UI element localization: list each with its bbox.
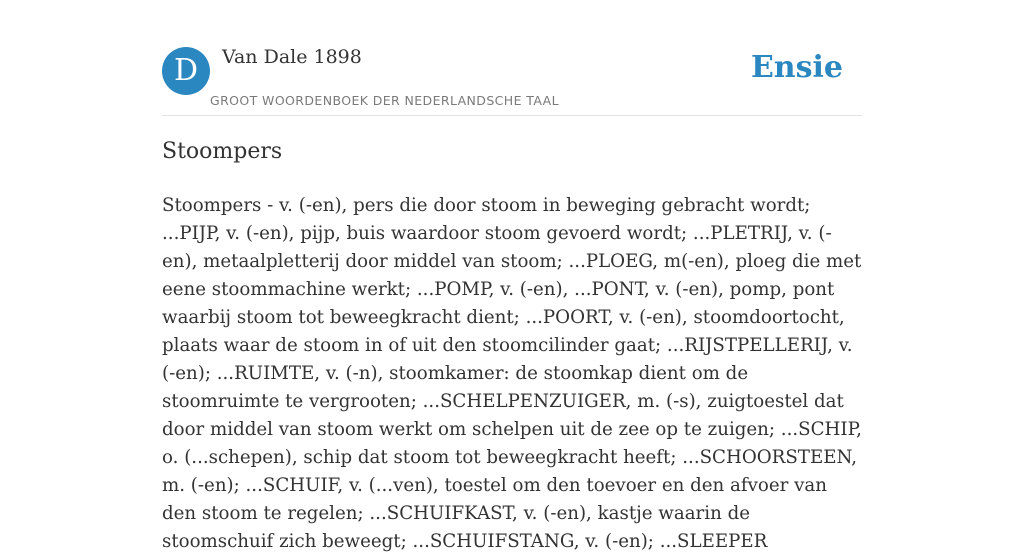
header xyxy=(162,0,862,116)
source-title[interactable]: Van Dale 1898 xyxy=(222,46,362,68)
entry-title: Stoompers xyxy=(162,139,283,164)
ensie-logo[interactable]: Ensie xyxy=(750,50,843,85)
page xyxy=(162,0,862,552)
source-avatar[interactable]: D xyxy=(162,47,210,95)
source-subtitle: GROOT WOORDENBOEK DER NEDERLANDSCHE TAAL xyxy=(210,93,559,108)
entry-body: Stoompers - v. (-en), pers die door stoom in beweging gebracht wordt; ...PIJP, v. (-en), pijp, buis waardoor stoom gevoerd wordt; ...PLETRIJ, v. (-en), metaalpletterij door middel van stoom; ...PLOEG, m(-en), ploeg die met eene stoommachine werkt; ...POMP, v. (-en), ...PONT, v. (-en), pomp, pont waarbij stoom tot beweegkracht dient; ...POORT, v. (-en), stoomdoortocht, plaats waar de stoom in of uit den stoomcilinder gaat; ...RIJSTPELLERIJ, v. (-en); ...RUIMTE, v. (-n), stoomkamer: de stoomkap dient om de stoomruimte te vergrooten; ...SCHELPENZUIGER, m. (-s), zuigtoestel dat door middel van stoom werkt om schelpen uit de zee op te zuigen; ...SCHIP, o. (...schepen), schip dat stoom tot beweegkracht heeft; ...SCHOORSTEEN, m. (-en); ...SCHUIF, v. (...ven), toestel om den toevoer en den afvoer van den stoom te regelen; ...SCHUIFKAST, v. (-en), kastje waarin de stoomschuif zich beweegt; ...SCHUIFSTANG, v. (-en); ...SLEEPER xyxy=(162,195,862,552)
